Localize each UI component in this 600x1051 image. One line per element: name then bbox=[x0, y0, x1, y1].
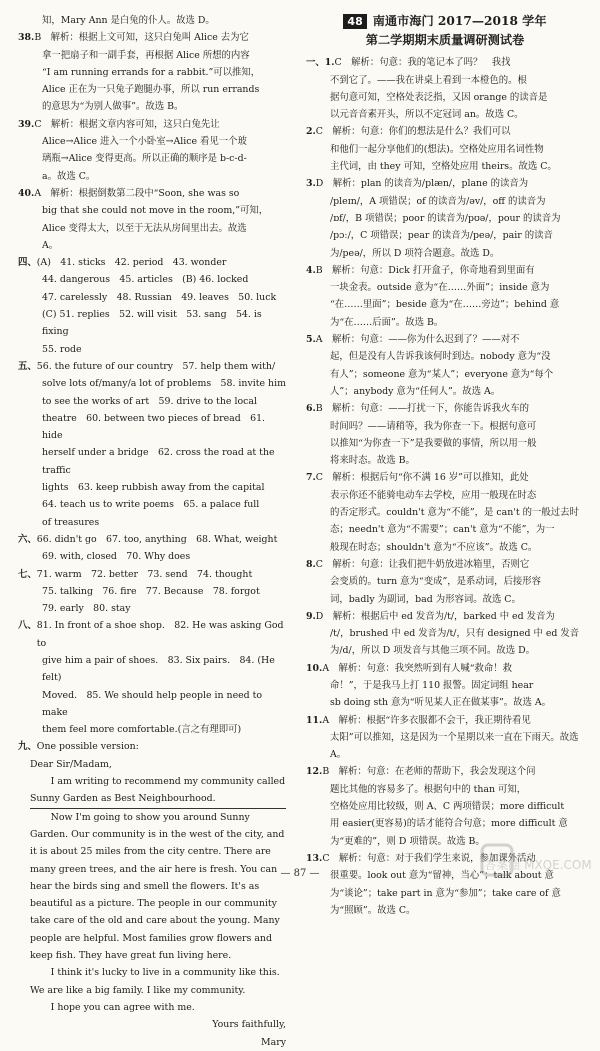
model-essay bbox=[30, 756, 286, 1051]
text-line: /t/，brushed 中 ed 发音为/t/，只有 designed 中 ed 发音 bbox=[330, 628, 580, 640]
question-item bbox=[18, 531, 286, 548]
text-line: 不到它了。——我在讲桌上看到一本橙色的。根 bbox=[330, 74, 527, 86]
text-line: 题比其他的容易多了。根据句中的 than 可知， bbox=[330, 783, 527, 795]
text-line: 知，Mary Ann 是白兔的仆人。故选 D。 bbox=[42, 15, 215, 26]
text-line: 时间吗？——请稍等，我为你查一下。根据句意可 bbox=[330, 420, 537, 432]
text-line: 态；needn't 意为“不需要”；can't 意为“不能”，为一 bbox=[330, 524, 555, 536]
text-line: 会变质的。turn 意为“变成”，是系动词，后接形容 bbox=[330, 576, 542, 588]
answer-text: C 解析：句意：我的笔记本了吗？ 我找 bbox=[334, 57, 511, 69]
exam-number-badge: 48 bbox=[343, 14, 366, 29]
essay-paragraph: Now I'm going to show you around Sunny Garden. Our community is in the west of the city, and it is about 25 miles from the city centre. There are many green trees, and the air here is fresh. You can hear the birds sing and smell the flowers. It's as beautiful as a picture. The people in our community take care of the old and care about the young. Many people are helpful. Most families grow flowers and keep fish. They have great fun living here. bbox=[30, 811, 285, 962]
question-item bbox=[306, 175, 584, 192]
answer-text: C 解析：句意：你们的想法是什么？我们可以 bbox=[315, 126, 511, 138]
text-line: 人”；anybody 意为“任何人”。故选 A。 bbox=[330, 385, 501, 397]
text-line: 据句意可知，空格处表泛指，又因 orange 的读音是 bbox=[330, 91, 548, 103]
question-number: 12. bbox=[306, 766, 323, 778]
question-item bbox=[306, 262, 584, 279]
question-number: 八、 bbox=[18, 620, 37, 632]
text-line: 般现在时态；shouldn't 意为“不应该”。故选 C。 bbox=[330, 541, 538, 553]
answer-text: 66. didn't go 67. too, anything 68. What, weight bbox=[36, 533, 278, 545]
text-line: 47. carelessly 48. Russian 49. leaves 50. luck bbox=[42, 291, 277, 303]
text-line: 64. teach us to write poems 65. a palace full bbox=[42, 499, 260, 511]
question-item bbox=[306, 712, 584, 729]
text-line: (C) 51. replies 52. will visit 53. sang 54. is fixing bbox=[42, 309, 262, 338]
text-line: lights 63. keep rubbish away from the capital bbox=[42, 482, 265, 494]
answer-text: C 解析：句意：对于我们学生来说，参加课外活动 bbox=[322, 852, 536, 864]
answer-text: (A) 41. sticks 42. period 43. wonder bbox=[36, 257, 227, 269]
text-line: to see the works of art 59. drive to the local bbox=[42, 395, 257, 407]
text-line: 表示你还不能骑电动车去学校，应用一般现在时态 bbox=[330, 489, 537, 501]
text-line: them feel more comfortable.(言之有理即可) bbox=[42, 724, 242, 736]
question-item bbox=[306, 331, 584, 348]
text-line: 44. dangerous 45. articles (B) 46. locked bbox=[42, 274, 249, 286]
answer-text: D 解析：根据后中 ed 发音为/t/，barked 中 ed 发音为 bbox=[315, 610, 555, 622]
text-line: 很重要。look out 意为“留神，当心”；talk about 意 bbox=[330, 870, 554, 882]
question-number: 39. bbox=[18, 118, 35, 130]
answer-text: D 解析：plan 的读音为/plæn/，plane 的读音为 bbox=[315, 178, 529, 190]
text-line: 用 easier(更容易)的话才能符合句意；more difficult 意 bbox=[330, 818, 568, 830]
answer-text: B 解析：句意：在老师的帮助下，我会发现这个问 bbox=[322, 766, 536, 778]
answer-text: A 解析：句意：——你为什么迟到了？——对不 bbox=[315, 334, 520, 346]
text-line: 有人”；someone 意为“某人”；everyone 意为“每个 bbox=[330, 368, 554, 380]
answer-text: C 解析：根据后句“你不满 16 岁”可以推知，此处 bbox=[315, 472, 529, 484]
question-number: 5. bbox=[306, 334, 316, 346]
text-line: herself under a bridge 62. cross the road at the traffic bbox=[42, 447, 275, 476]
answer-text: A 解析：根据“许多衣服都不会干，我正期待看见 bbox=[322, 714, 531, 726]
answer-text: B 解析：句意：——打扰一下，你能告诉我火车的 bbox=[315, 403, 529, 415]
question-number: 40. bbox=[18, 187, 35, 199]
text-line: “I am running errands for a rabbit.”可以推知， bbox=[42, 66, 261, 78]
question-number: 10. bbox=[306, 662, 323, 674]
exam-title-line2: 第二学期期末质量调研测试卷 bbox=[365, 33, 525, 48]
watermark-text: 答案圈 MXQE.COM bbox=[484, 858, 592, 872]
essay-greeting: Dear Sir/Madam, bbox=[30, 758, 112, 770]
text-line: 和他们一起分享他们的(想法)。空格处应用名词性物 bbox=[330, 143, 544, 155]
answer-text: A 解析：句意：我突然听到有人喊“救命！救 bbox=[322, 662, 513, 674]
text-line: a。故选 C。 bbox=[42, 170, 96, 182]
question-number: 九、 bbox=[18, 741, 37, 753]
essay-closing: Yours faithfully, bbox=[212, 1019, 286, 1031]
answer-text: 71. warm 72. better 73. send 74. thought bbox=[36, 568, 253, 580]
text-line: 一块金表。outside 意为“在……外面”；inside 意为 bbox=[330, 282, 550, 294]
text-line: 主代词，由 they 可知，空格处应用 theirs。故选 C。 bbox=[330, 161, 557, 173]
question-number: 9. bbox=[306, 610, 316, 622]
question-item bbox=[306, 400, 584, 417]
text-line: 璃瓶→Alice 变得更高。所以正确的顺序是 b-c-d- bbox=[42, 153, 247, 165]
text-line: theatre 60. between two pieces of bread 61. hide bbox=[42, 412, 266, 442]
text-line: 69. with, closed 70. Why does bbox=[42, 551, 191, 563]
text-line: Alice→Alice 进入一个小卧室→Alice 看见一个玻 bbox=[42, 136, 247, 148]
question-item bbox=[306, 556, 584, 573]
right-column bbox=[306, 12, 584, 919]
question-number: 七、 bbox=[18, 568, 37, 580]
question-number: 8. bbox=[306, 558, 316, 570]
question-number: 6. bbox=[306, 403, 316, 415]
text-line: 为/d/，所以 D 项发音与其他三项不同。故选 D。 bbox=[330, 645, 536, 657]
text-line: 将来时态。故选 B。 bbox=[330, 455, 415, 467]
text-line: /pleɪn/，A 项错误；of 的读音为/əv/，off 的读音为 bbox=[330, 195, 546, 207]
text-line: 起，但是没有人告诉我该何时到达。nobody 意为“没 bbox=[330, 351, 551, 363]
question-number: 2. bbox=[306, 126, 316, 138]
question-item bbox=[18, 116, 286, 133]
text-line: 为/peə/，所以 D 项符合题意。故选 D。 bbox=[330, 247, 500, 259]
question-item bbox=[306, 660, 584, 677]
question-number: 38. bbox=[18, 32, 35, 44]
text-line: 55. rode bbox=[42, 343, 82, 355]
question-item bbox=[18, 29, 286, 46]
text-line: 的意思为“为别人做事”。故选 B。 bbox=[42, 101, 184, 113]
text-line: A。 bbox=[42, 239, 59, 251]
question-number: 四、 bbox=[18, 257, 37, 269]
text-line: 为“在……后面”。故选 B。 bbox=[330, 316, 444, 328]
question-item bbox=[306, 123, 584, 140]
answer-text: 81. In front of a shoe shop. 82. He was asking God to bbox=[36, 620, 284, 649]
text-line: 拿一把扇子和一副手套，再根据 Alice 所想的内容 bbox=[42, 49, 250, 61]
question-number: 4. bbox=[306, 264, 316, 276]
answer-text: C 解析：句意：让我们把牛奶放进冰箱里，否则它 bbox=[315, 558, 530, 570]
answer-text: B 解析：句意：Dick 打开盒子，你奇地看到里面有 bbox=[315, 264, 535, 276]
question-item bbox=[18, 617, 286, 652]
watermark-logo bbox=[476, 839, 596, 889]
question-item bbox=[18, 185, 286, 202]
question-number: 一、1. bbox=[306, 57, 335, 69]
text-line: big that she could not move in the room,”可知， bbox=[42, 205, 269, 217]
text-line: Moved. 85. We should help people in need to make bbox=[42, 689, 263, 718]
exam-title-line1: 南通市海门 2017—2018 学年 bbox=[372, 14, 547, 28]
text-line: of treasures bbox=[42, 516, 100, 528]
question-item bbox=[18, 358, 286, 375]
question-item bbox=[18, 738, 286, 755]
text-line: 太阳”可以推知，这是因为一个星期以来一直在下雨天。故选 A。 bbox=[330, 731, 579, 761]
page-number: — 87 — bbox=[280, 868, 320, 879]
question-item bbox=[18, 566, 286, 583]
text-line: /pɔː/，C 项错误；pear 的读音为/peə/，pair 的读音 bbox=[330, 230, 553, 242]
exam-title bbox=[306, 12, 584, 50]
left-column bbox=[18, 12, 286, 1051]
answer-text: A 解析：根据倒数第二段中“Soon, she was so bbox=[34, 187, 240, 199]
question-item bbox=[306, 608, 584, 625]
text-line: 为“照顾”。故选 C。 bbox=[330, 904, 416, 916]
question-number: 3. bbox=[306, 178, 316, 190]
answer-text: C 解析：根据文章内容可知，这只白兔先让 bbox=[34, 118, 220, 130]
text-line: 为“更难的”，则 D 项错误。故选 B。 bbox=[330, 835, 485, 847]
text-line: give him a pair of shoes. 83. Six pairs. 84. (He felt) bbox=[42, 654, 275, 684]
essay-paragraph: I think it's lucky to live in a community like this. We are like a big family. I like my community. bbox=[30, 967, 280, 996]
question-item bbox=[306, 469, 584, 486]
essay-paragraph: I hope you can agree with me. bbox=[50, 1001, 195, 1013]
text-line: Alice 变得太大，以至于无法从房间里出去。故选 bbox=[42, 222, 247, 234]
question-item bbox=[18, 254, 286, 271]
text-line: 75. talking 76. fire 77. Because 78. forgot bbox=[42, 585, 260, 597]
text-line: solve lots of/many/a lot of problems 58. invite him bbox=[42, 378, 286, 390]
text-line: 以推知“为你查一下”是我要做的事情，所以用一般 bbox=[330, 437, 537, 449]
question-number: 13. bbox=[306, 852, 323, 864]
text-line: 空格处应用比较级，则 A、C 两项错误；more difficult bbox=[330, 801, 565, 813]
answer-text: B 解析：根据上文可知，这只白兔叫 Alice 去为它 bbox=[34, 32, 249, 44]
question-number: 7. bbox=[306, 472, 316, 484]
text-line: 词，badly 为副词，bad 为形容词。故选 C。 bbox=[330, 593, 521, 605]
essay-paragraph: I am writing to recommend my community called Sunny Garden as Best Neighbourhood. bbox=[30, 773, 286, 809]
question-number: 六、 bbox=[18, 533, 37, 545]
text-line: “在……里面”；beside 意为“在……旁边”；behind 意 bbox=[330, 299, 560, 311]
text-line: /ɒf/，B 项错误；poor 的读音为/pʊə/，pour 的读音为 bbox=[330, 212, 561, 224]
question-item bbox=[306, 54, 584, 71]
text-line: 为“谈论”；take part in 意为“参加”；take care of 意 bbox=[330, 887, 561, 899]
answer-text: One possible version: bbox=[36, 741, 139, 753]
text-line: 的否定形式。couldn't 意为“不能”，是 can't 的一般过去时 bbox=[330, 507, 579, 519]
question-number: 五、 bbox=[18, 360, 37, 372]
question-number: 11. bbox=[306, 714, 323, 726]
text-line: sb doing sth 意为“听见某人正在做某事”。故选 A。 bbox=[330, 697, 552, 709]
answer-text: 56. the future of our country 57. help them with/ bbox=[36, 360, 276, 372]
question-item bbox=[306, 763, 584, 780]
text-line: 79. early 80. stay bbox=[42, 603, 131, 615]
text-line: Alice 正在为一只兔子跑腿办事，所以 run errands bbox=[42, 84, 260, 96]
text-line: 命！”，于是我马上打 110 报警。固定词组 hear bbox=[330, 679, 534, 691]
text-line: 以元音音素开头，所以不定冠词 an。故选 C。 bbox=[330, 109, 524, 121]
essay-signature: Mary bbox=[261, 1036, 286, 1048]
